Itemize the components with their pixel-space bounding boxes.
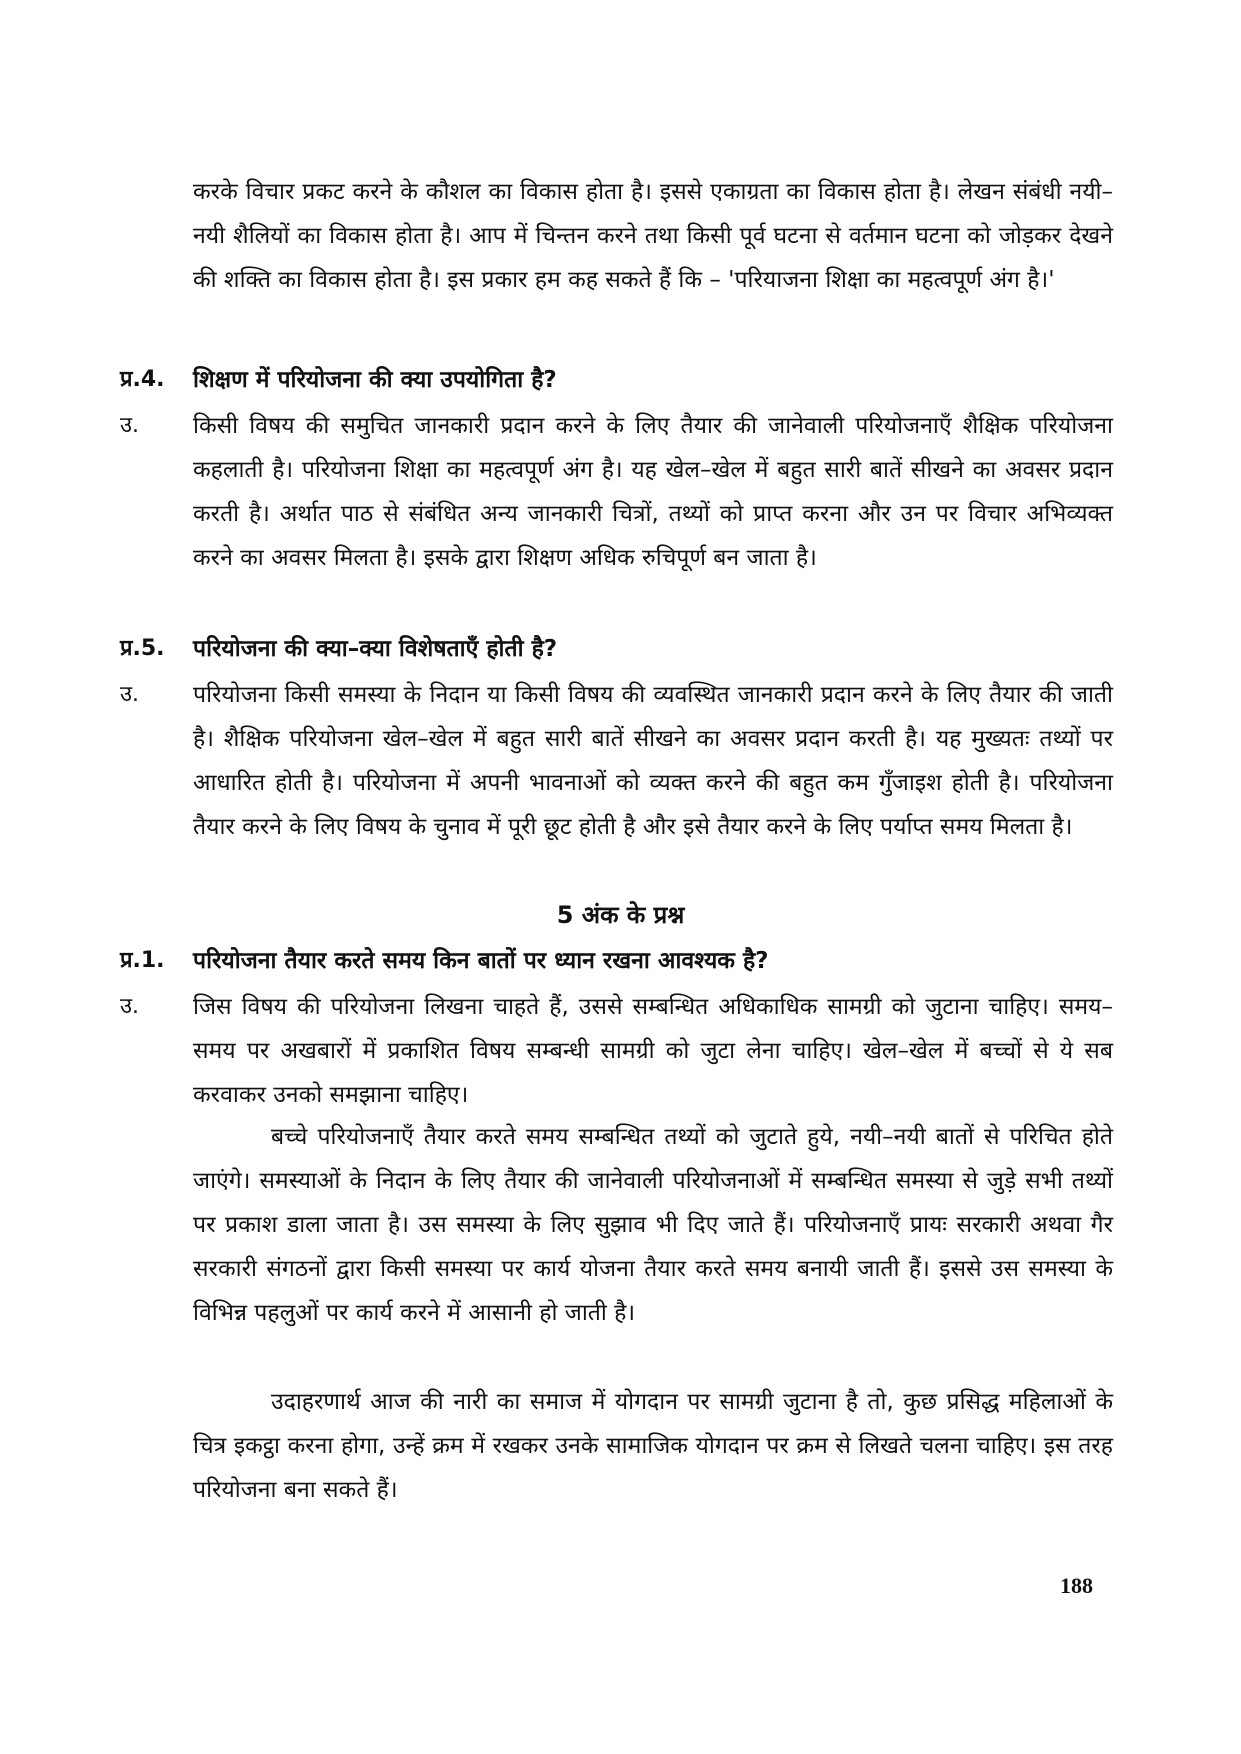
question-4-text: शिक्षण में परियोजना की क्या उपयोगिता है? (193, 367, 557, 393)
question-1-number: प्र.1. (120, 948, 165, 973)
answer-4-paragraph: किसी विषय की समुचित जानकारी प्रदान करने के लिए तैयार की जानेवाली परियोजनाएँ शैक्षिक परियोजना कहलाती है। परियोजना शिक्षा का महत्वपूर्ण अंग है। यह खेल–खेल में बहुत सारी बातें सीखने का अवसर प्रदान करती है। अर्थात पाठ से संबंधित अन्य जानकारी चित्रों, तथ्यों को प्राप्त करना और उन पर विचार अभिव्यक्त करने का अवसर मिलता है। इसके द्वारा शिक्षण अधिक रुचिपूर्ण बन जाता है। (193, 413, 1113, 571)
question-5-number: प्र.5. (120, 636, 165, 661)
answer-5-marker: उ. (120, 682, 140, 707)
question-5-text: परियोजना की क्या–क्या विशेषताएँ होती है? (193, 636, 558, 662)
question-1-text: परियोजना तैयार करते समय किन बातों पर ध्यान रखना आवश्यक है? (193, 948, 769, 974)
answer-1-marker: उ. (120, 994, 140, 1019)
answer-1-paragraph-1: जिस विषय की परियोजना लिखना चाहते हैं, उससे सम्बन्धित अधिकाधिक सामग्री को जुटाना चाहिए। समय–समय पर अखबारों में प्रकाशित विषय सम्बन्धी सामग्री को जुटा लेना चाहिए। खेल–खेल में बच्चों से ये सब करवाकर उनको समझाना चाहिए। (193, 994, 1113, 1108)
intro-paragraph: करके विचार प्रकट करने के कौशल का विकास होता है। इससे एकाग्रता का विकास होता है। लेखन संबंधी नयी–नयी शैलियों का विकास होता है। आप में चिन्तन करने तथा किसी पूर्व घटना से वर्तमान घटना को जोड़कर देखने की शक्ति का विकास होता है। इस प्रकार हम कह सकते हैं कि – 'परियाजना शिक्षा का महत्वपूर्ण अंग है।' (193, 179, 1113, 293)
section-heading: 5 अंक के प्रश्न (556, 901, 685, 929)
answer-5-paragraph: परियोजना किसी समस्या के निदान या किसी विषय की व्यवस्थित जानकारी प्रदान करने के लिए तैयार की जाती है। शैक्षिक परियोजना खेल–खेल में बहुत सारी बातें सीखने का अवसर प्रदान करती है। यह मुख्यतः तथ्यों पर आधारित होती है। परियोजना में अपनी भावनाओं को व्यक्त करने की बहुत कम गुँजाइश होती है। परियोजना तैयार करने के लिए विषय के चुनाव में पूरी छूट होती है और इसे तैयार करने के लिए पर्याप्त समय मिलता है। (193, 682, 1113, 840)
answer-4-marker: उ. (120, 413, 140, 438)
answer-1-paragraph-2: बच्चे परियोजनाएँ तैयार करते समय सम्बन्धित तथ्यों को जुटाते हुये, नयी–नयी बातों से परिचित होते जाएंगे। समस्याओं के निदान के लिए तैयार की जानेवाली परियोजनाओं में सम्बन्धित समस्या से जुड़े सभी तथ्यों पर प्रकाश डाला जाता है। उस समस्या के लिए सुझाव भी दिए जाते हैं। परियोजनाएँ प्रायः सरकारी अथवा गैर सरकारी संगठनों द्वारा किसी समस्या पर कार्य योजना तैयार करते समय बनायी जाती हैं। इससे उस समस्या के विभिन्न पहलुओं पर कार्य करने में आसानी हो जाती है। (193, 1124, 1113, 1326)
page-number: 188 (1060, 1573, 1093, 1598)
question-4-number: प्र.4. (120, 367, 165, 392)
answer-1-paragraph-3: उदाहरणार्थ आज की नारी का समाज में योगदान पर सामग्री जुटाना है तो, कुछ प्रसिद्ध महिलाओं के चित्र इकट्ठा करना होगा, उन्हें क्रम में रखकर उनके सामाजिक योगदान पर क्रम से लिखते चलना चाहिए। इस तरह परियोजना बना सकते हैं। (193, 1389, 1113, 1503)
